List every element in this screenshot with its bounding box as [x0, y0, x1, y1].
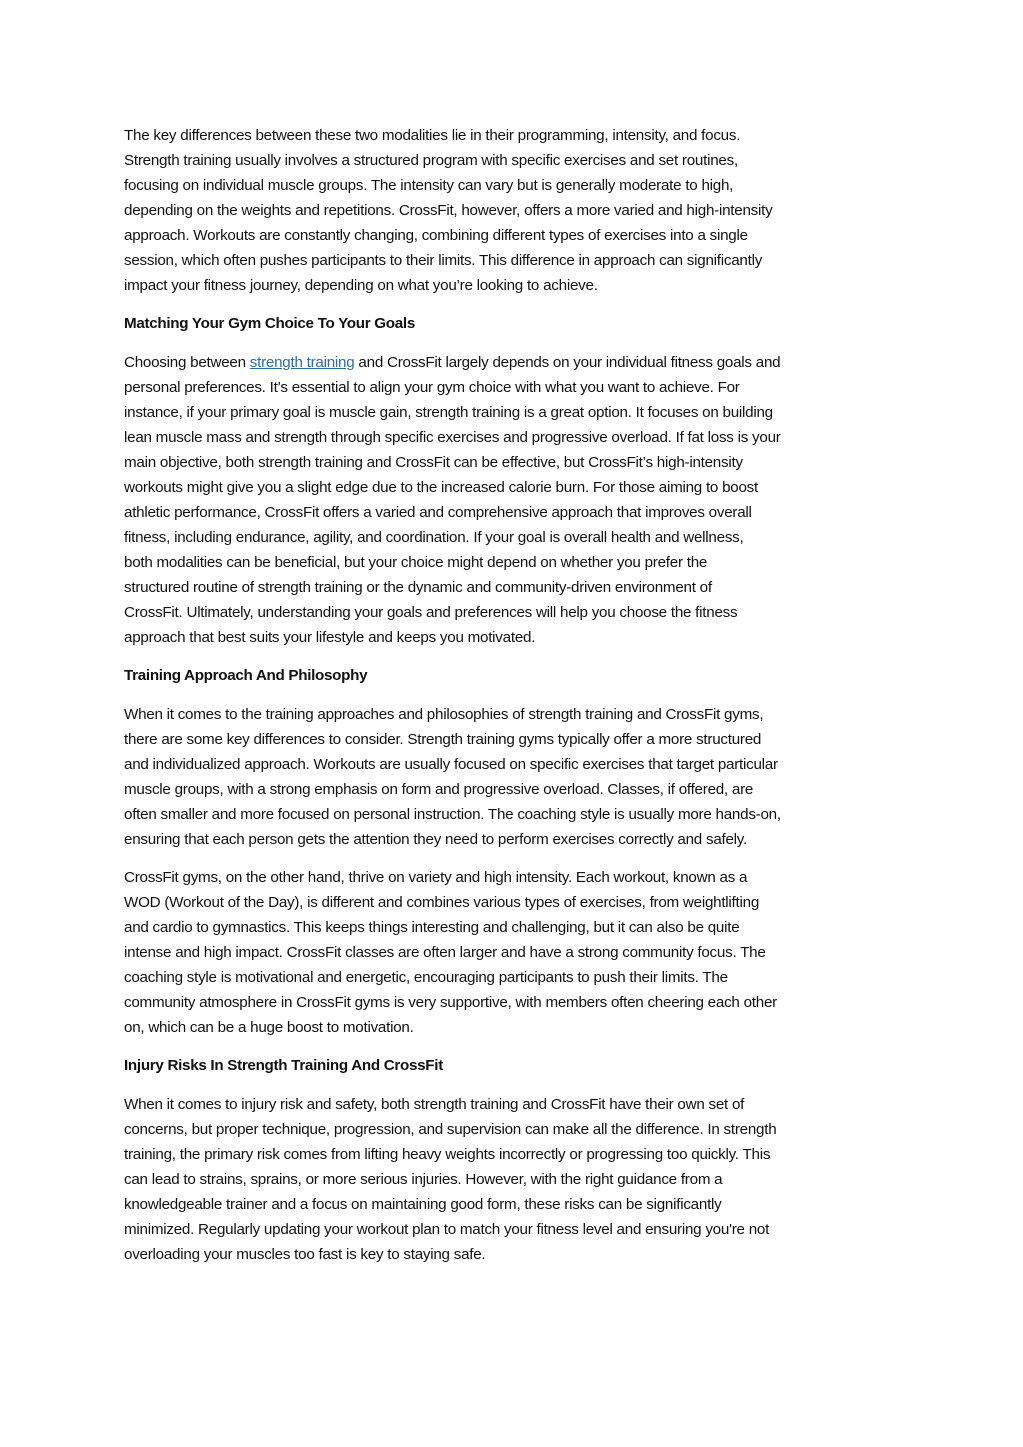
text-line: WOD (Workout of the Day), is different and combines various types of exercises, from weightlifting: [124, 894, 760, 911]
text-line: The key differences between these two modalities lie in their programming, intensity, and focus.: [124, 127, 741, 144]
text-line: approach. Workouts are constantly changing, combining different types of exercises into a single: [124, 227, 748, 244]
text-line: and individualized approach. Workouts are usually focused on specific exercises that target particular: [124, 756, 778, 773]
text-line: intense and high impact. CrossFit classes are often larger and have a strong community focus. The: [124, 944, 766, 961]
text-line: main objective, both strength training and CrossFit can be effective, but CrossFit’s high-intensity: [124, 454, 743, 471]
text-line: When it comes to the training approaches and philosophies of strength training and CrossFit gyms,: [124, 706, 764, 723]
text-line: session, which often pushes participants to their limits. This difference in approach can significantly: [124, 252, 763, 269]
text-line: personal preferences. It’s essential to align your gym choice with what you want to achieve. For: [124, 379, 740, 396]
text-line: When it comes to injury risk and safety, both strength training and CrossFit have their own set of: [124, 1096, 745, 1113]
text-line: Strength training usually involves a structured program with specific exercises and set routines,: [124, 152, 738, 169]
text-line: CrossFit. Ultimately, understanding your goals and preferences will help you choose the fitness: [124, 604, 738, 621]
text-line: instance, if your primary goal is muscle gain, strength training is a great option. It focuses on building: [124, 404, 773, 421]
intro-paragraph: [124, 123, 914, 298]
text-line: fitness, including endurance, agility, and coordination. If your goal is overall health and wellness,: [124, 529, 744, 546]
text-line: [124, 350, 914, 375]
text-line: lean muscle mass and strength through specific exercises and progressive overload. If fat loss is your: [124, 429, 781, 446]
text-line: athletic performance, CrossFit offers a varied and comprehensive approach that improves overall: [124, 504, 752, 521]
goals-paragraph: [124, 350, 914, 650]
section-heading-goals: Matching Your Gym Choice To Your Goals: [124, 315, 415, 332]
text-line: depending on the weights and repetitions. CrossFit, however, offers a more varied and high-intensity: [124, 202, 773, 219]
text-line: ensuring that each person gets the attention they need to perform exercises correctly and safely.: [124, 831, 747, 848]
text-line: workouts might give you a slight edge due to the increased calorie burn. For those aiming to boost: [124, 479, 758, 496]
text-fragment: and CrossFit largely depends on your individual fitness goals and: [354, 354, 781, 371]
text-line: focusing on individual muscle groups. The intensity can vary but is generally moderate to high,: [124, 177, 734, 194]
text-line: structured routine of strength training or the dynamic and community-driven environment of: [124, 579, 712, 596]
section-heading-approach: Training Approach And Philosophy: [124, 667, 368, 684]
text-line: there are some key differences to consider. Strength training gyms typically offer a more structured: [124, 731, 762, 748]
text-line: knowledgeable trainer and a focus on maintaining good form, these risks can be significantly: [124, 1196, 722, 1213]
text-line: training, the primary risk comes from lifting heavy weights incorrectly or progressing too quickly. This: [124, 1146, 771, 1163]
document-page: [124, 123, 914, 1280]
text-line: minimized. Regularly updating your workout plan to match your fitness level and ensuring you're not: [124, 1221, 770, 1238]
approach-paragraph-2: [124, 865, 914, 1040]
text-fragment: Choosing between: [124, 354, 250, 371]
text-line: muscle groups, with a strong emphasis on form and progressive overload. Classes, if offered, are: [124, 781, 754, 798]
text-line: CrossFit gyms, on the other hand, thrive on variety and high intensity. Each workout, known as a: [124, 869, 748, 886]
text-line: community atmosphere in CrossFit gyms is very supportive, with members often cheering each other: [124, 994, 777, 1011]
text-line: coaching style is motivational and energetic, encouraging participants to push their limits. The: [124, 969, 728, 986]
approach-paragraph-1: [124, 702, 914, 852]
injury-paragraph: [124, 1092, 914, 1267]
text-line: concerns, but proper technique, progression, and supervision can make all the difference. In strength: [124, 1121, 777, 1138]
text-line: approach that best suits your lifestyle and keeps you motivated.: [124, 629, 536, 646]
text-line: impact your fitness journey, depending on what you’re looking to achieve.: [124, 277, 598, 294]
text-line: and cardio to gymnastics. This keeps things interesting and challenging, but it can also be quite: [124, 919, 740, 936]
text-line: on, which can be a huge boost to motivation.: [124, 1019, 414, 1036]
text-line: can lead to strains, sprains, or more serious injuries. However, with the right guidance from a: [124, 1171, 723, 1188]
text-line: both modalities can be beneficial, but your choice might depend on whether you prefer the: [124, 554, 708, 571]
section-heading-injury: Injury Risks In Strength Training And CrossFit: [124, 1057, 443, 1074]
strength-training-link[interactable]: strength training: [249, 354, 355, 371]
text-line: overloading your muscles too fast is key to staying safe.: [124, 1246, 486, 1263]
text-line: often smaller and more focused on personal instruction. The coaching style is usually more hands-on,: [124, 806, 781, 823]
